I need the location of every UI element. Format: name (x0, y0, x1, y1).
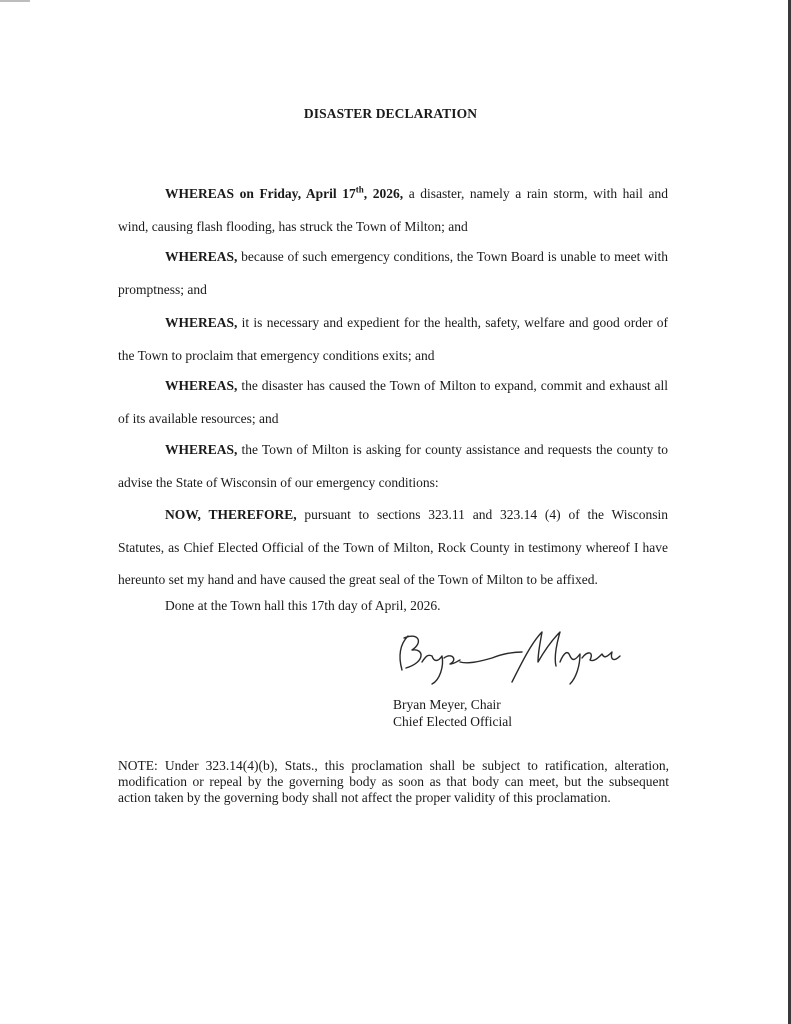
paragraph-lead: WHEREAS on Friday, April 17th, 2026, (165, 184, 404, 201)
paragraph-text: it is necessary and expedient for the health, safety, welfare and good order of the Town to proclaim that emergency conditions exits; and (118, 315, 668, 363)
paragraph-lead: WHEREAS, (165, 249, 238, 264)
paragraph-text: because of such emergency conditions, the Town Board is unable to meet with promptness; and (118, 249, 668, 297)
scan-corner-mark (0, 0, 30, 2)
paragraph-lead: WHEREAS, (165, 378, 238, 393)
handwritten-signature (388, 622, 638, 694)
paragraph-text: pursuant to sections 323.11 and 323.14 (4) of the Wisconsin Statutes, as Chief Elected Official of the Town of Milton, Rock County in testimony whereof I have hereunto set my hand and have caused the great seal of the Town of Milton to be affixed. (118, 507, 669, 587)
paragraph-text: a disaster, namely a rain storm, with hail and wind, causing flash flooding, has struck the Town of Milton; and (118, 186, 668, 234)
whereas-paragraph-1 (118, 178, 668, 243)
paragraph-lead: WHEREAS, (165, 442, 238, 457)
whereas-paragraph-3 (118, 307, 668, 372)
legal-note: NOTE: Under 323.14(4)(b), Stats., this proclamation shall be subject to ratification, alteration, modification or repeal by the governing body as soon as that body can meet, but the subsequent action taken by the governing body shall not affect the proper validity of this proclamation. (118, 758, 669, 805)
paragraph-lead: NOW, THEREFORE, (165, 507, 297, 522)
signer-name: Bryan Meyer, Chair (393, 697, 501, 712)
paragraph-lead: WHEREAS, (165, 315, 238, 330)
document-title: DISASTER DECLARATION (303, 106, 478, 121)
paragraph-text: the disaster has caused the Town of Milton to expand, commit and exhaust all of its available resources; and (118, 378, 668, 426)
signer-title: Chief Elected Official (393, 714, 512, 729)
whereas-paragraph-5 (118, 434, 668, 499)
signer-block (393, 696, 512, 730)
now-therefore-paragraph (118, 499, 668, 597)
paragraph-text: the Town of Milton is asking for county assistance and requests the county to advise the State of Wisconsin of our emergency conditions: (118, 442, 668, 490)
whereas-paragraph-2 (118, 241, 668, 306)
done-line: Done at the Town hall this 17th day of April, 2026. (165, 598, 441, 613)
whereas-paragraph-4 (118, 370, 668, 435)
